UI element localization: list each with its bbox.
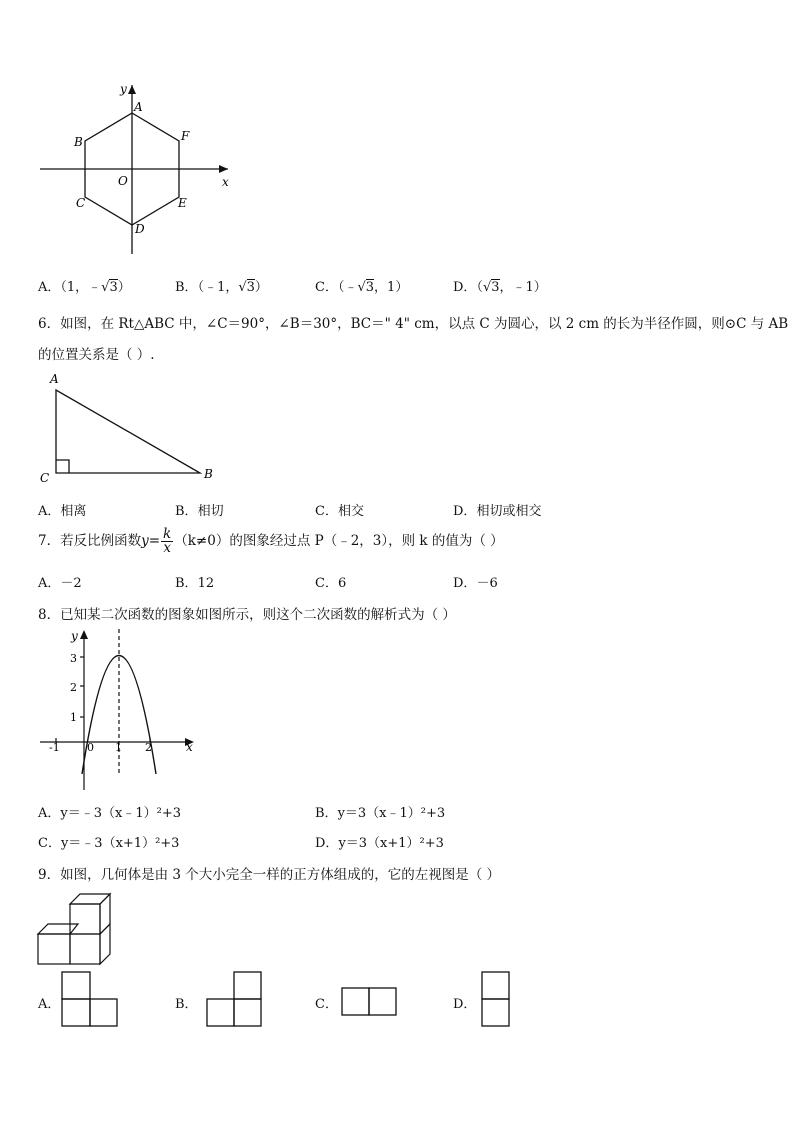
q8-option-c[interactable]: C．y＝﹣3（x+1）²+3: [38, 836, 180, 851]
q5-option-c[interactable]: C．（﹣√3，1）: [315, 280, 409, 295]
option-label: D．: [453, 280, 477, 295]
hex-D-label: D: [135, 222, 145, 236]
tri-B-label: B: [204, 467, 213, 481]
q6-stem-line2: 的位置关系是（ ）.: [38, 347, 155, 363]
hex-F-label: F: [181, 129, 190, 143]
tick-y-2: 2: [70, 681, 77, 694]
q9-option-b-figure[interactable]: [205, 970, 265, 1028]
tick-x-2: 2: [145, 741, 152, 754]
q9-option-b[interactable]: B．: [175, 997, 198, 1012]
sqrt-sign: √: [101, 280, 110, 295]
hex-B-label: B: [74, 135, 83, 149]
hex-O-label: O: [118, 174, 128, 188]
q6-option-c[interactable]: C．相交: [315, 504, 364, 519]
hex-A-label: A: [134, 100, 143, 114]
cubes-figure: [34, 890, 124, 970]
q5-option-b[interactable]: B．（﹣1，√3）: [175, 280, 268, 295]
option-label: B．: [175, 280, 198, 295]
q9-option-c-figure[interactable]: [340, 986, 400, 1018]
tri-C-label: C: [40, 471, 50, 485]
q6-option-b[interactable]: B．相切: [175, 504, 224, 519]
q7-stem: 7．若反比例函数y= $\frac{k}{x}$ （k≠0）的图象经过点 P（﹣2，3），则 k 的值为（ ）: [38, 526, 504, 556]
q9-option-d[interactable]: D．: [453, 997, 477, 1012]
q5-option-d[interactable]: D．（√3，﹣1）: [453, 280, 547, 295]
tick-x-1: 1: [115, 741, 122, 754]
option-label: A．: [38, 280, 61, 295]
q7-option-a[interactable]: A．－2: [38, 576, 82, 591]
q6-option-a[interactable]: A．相离: [38, 504, 87, 519]
q9-option-c[interactable]: C．: [315, 997, 338, 1012]
tri-A-label: A: [50, 372, 59, 386]
parab-y-label: y: [71, 629, 78, 643]
q8-option-b[interactable]: B．y＝3（x﹣1）²+3: [315, 806, 446, 821]
fraction-k-over-x: $\frac{k}{x}$: [163, 526, 172, 556]
q5-option-a[interactable]: A．（1，﹣√3）: [38, 280, 131, 295]
q8-option-d[interactable]: D．y＝3（x+1）²+3: [315, 836, 444, 851]
tick-y-3: 3: [70, 652, 77, 665]
q8-option-a[interactable]: A．y＝﹣3（x﹣1）²+3: [38, 806, 181, 821]
q9-stem: 9．如图，几何体是由 3 个大小完全一样的正方体组成的，它的左视图是（ ）: [38, 867, 501, 883]
q9-option-a-figure[interactable]: [60, 970, 120, 1028]
tick-origin: 0: [87, 741, 94, 754]
hexagon-figure: [0, 0, 260, 265]
q7-option-b[interactable]: B．12: [175, 576, 215, 591]
parabola-figure: [36, 624, 206, 794]
sqrt-sign: √: [357, 280, 366, 295]
hex-y-label: y: [120, 82, 127, 96]
triangle-figure: [30, 366, 230, 491]
sqrt-sign: √: [238, 280, 247, 295]
sqrt-sign: √: [482, 280, 492, 295]
tick-x-minus1: -1: [49, 741, 60, 754]
hex-E-label: E: [178, 196, 187, 210]
hex-C-label: C: [76, 196, 86, 210]
hex-x-label: x: [222, 175, 229, 189]
q6-option-d[interactable]: D．相切或相交: [453, 504, 542, 519]
q8-stem: 8．已知某二次函数的图象如图所示，则这个二次函数的解析式为（ ）: [38, 607, 456, 623]
q9-option-d-figure[interactable]: [480, 970, 514, 1028]
parab-x-label: x: [186, 740, 193, 754]
q6-stem-line1: 6．如图，在 Rt△ABC 中，∠C＝90°，∠B＝30°，BC＝" 4" cm，以点 C 为圆心，以 2 cm 的长为半径作圆，则⊙C 与 AB: [38, 316, 789, 332]
q7-option-d[interactable]: D．－6: [453, 576, 498, 591]
tick-y-1: 1: [70, 711, 77, 724]
q7-option-c[interactable]: C．6: [315, 576, 347, 591]
q9-option-a[interactable]: A．: [38, 997, 61, 1012]
option-label: C．: [315, 280, 338, 295]
